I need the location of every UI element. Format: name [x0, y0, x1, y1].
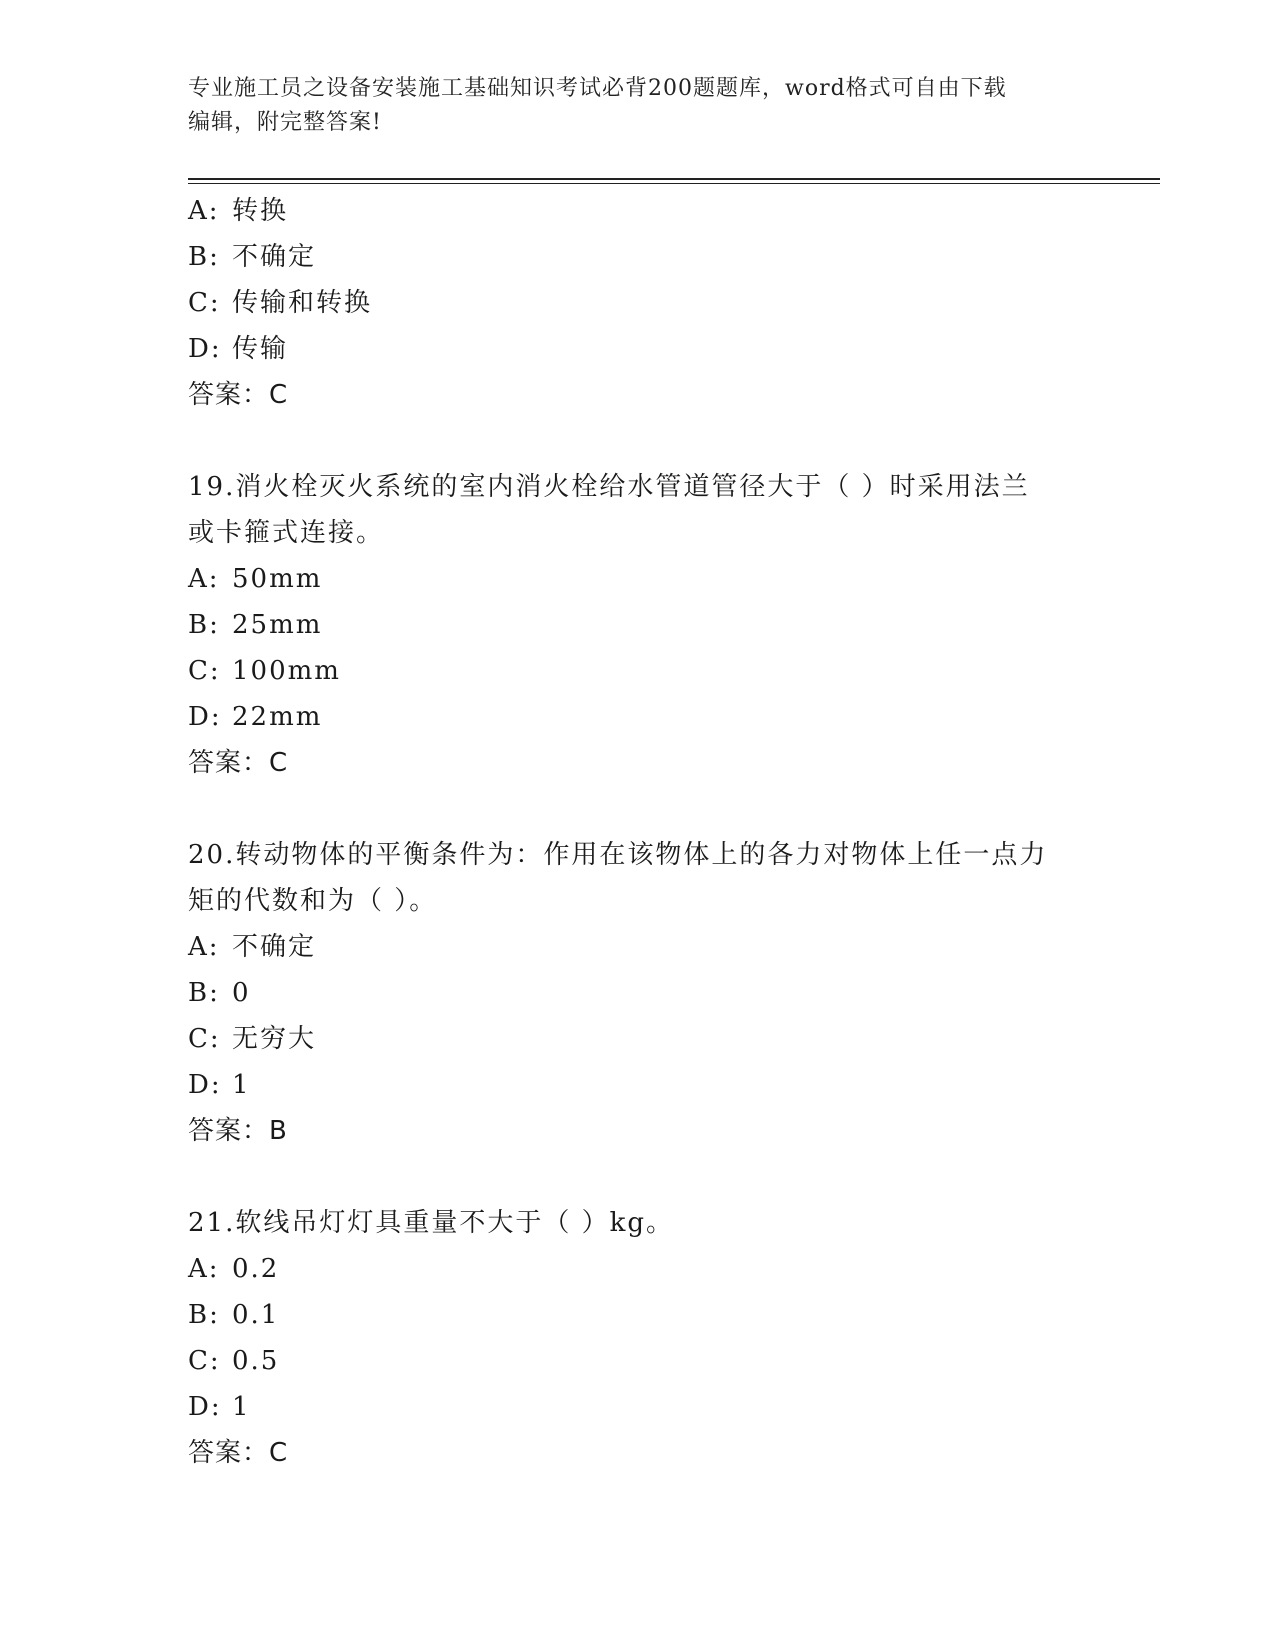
question-20 [188, 832, 1088, 1154]
option-b: B: 不确定 [188, 242, 317, 272]
spacer [188, 418, 1088, 464]
option-a: A: 不确定 [188, 932, 317, 962]
header-title-line1: 专业施工员之设备安装施工基础知识考试必背200题题库，word格式可自由下载 [188, 76, 1007, 101]
header-title-line2: 编辑，附完整答案! [188, 110, 382, 135]
option-c: C: 无穷大 [188, 1024, 317, 1054]
answer-line: 答案：B [188, 1116, 288, 1146]
option-d: D: 传输 [188, 334, 289, 364]
page-header [188, 72, 1088, 140]
question-stem: 20.转动物体的平衡条件为：作用在该物体上的各力对物体上任一点力 [188, 840, 1048, 870]
header-double-rule [188, 178, 1160, 184]
spacer [188, 1154, 1088, 1200]
option-a: A: 50mm [188, 564, 323, 594]
option-c: C: 100mm [188, 656, 341, 686]
answer-line: 答案：C [188, 1438, 289, 1468]
option-c: C: 0.5 [188, 1346, 280, 1376]
option-d: D: 1 [188, 1070, 251, 1100]
option-a: A: 0.2 [188, 1254, 280, 1284]
spacer [188, 786, 1088, 832]
question-stem: 21.软线吊灯灯具重量不大于（ ）kg。 [188, 1208, 675, 1238]
option-c: C: 传输和转换 [188, 288, 373, 318]
answer-line: 答案：C [188, 748, 289, 778]
question-18-continued [188, 188, 1088, 418]
question-stem: 或卡箍式连接。 [188, 518, 385, 548]
answer-line: 答案：C [188, 380, 289, 410]
question-19 [188, 464, 1088, 786]
question-list [188, 188, 1088, 1476]
option-b: B: 0.1 [188, 1300, 280, 1330]
question-stem: 19.消火栓灭火系统的室内消火栓给水管道管径大于（ ）时采用法兰 [188, 472, 1030, 502]
option-b: B: 25mm [188, 610, 323, 640]
option-d: D: 22mm [188, 702, 323, 732]
option-a: A: 转换 [188, 196, 289, 226]
option-d: D: 1 [188, 1392, 251, 1422]
question-21 [188, 1200, 1088, 1476]
option-b: B: 0 [188, 978, 251, 1008]
question-stem: 矩的代数和为（ ）。 [188, 886, 438, 916]
